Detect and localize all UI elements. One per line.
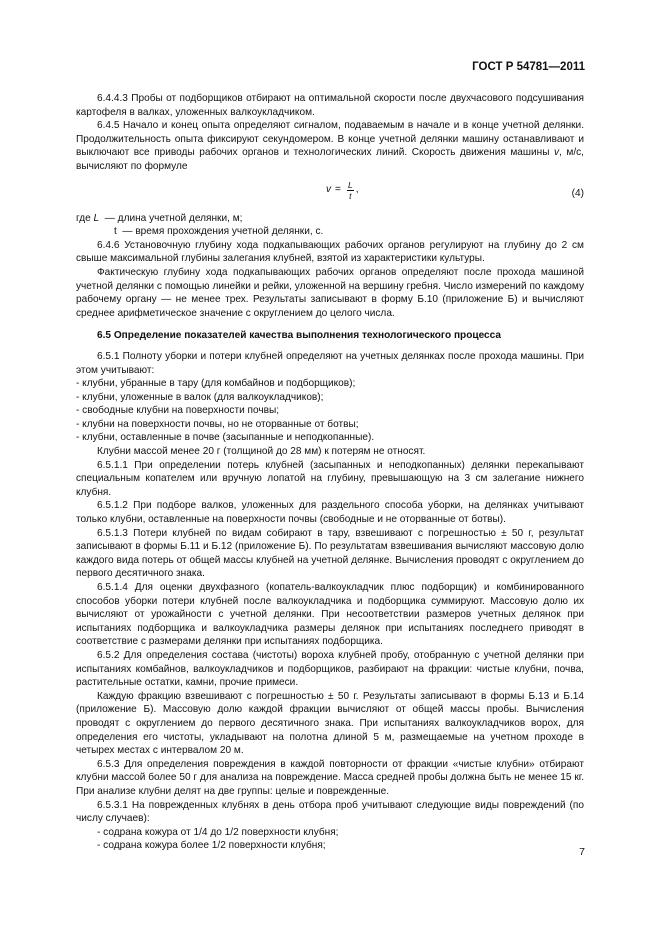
section-6-5-title: 6.5 Определение показателей качества выполнения технологического процесса xyxy=(97,330,502,342)
where-L-description: — длина учетной делянки, м; xyxy=(104,212,243,224)
list-item: - клубни, уложенные в валок (для валкоукладчиков); xyxy=(76,391,324,403)
formula-denominator: t xyxy=(349,190,352,201)
paragraph-6-4-5 xyxy=(76,119,584,173)
standard-header: ГОСТ Р 54781—2011 xyxy=(472,61,585,73)
list-item: - клубни, убранные в тару (для комбайнов и подборщиков); xyxy=(76,378,356,390)
list-item: - клубни, оставленные в почве (засыпанные и неподкопанные). xyxy=(76,432,375,444)
damage-types-list xyxy=(76,826,584,853)
where-t-description: — время прохождения учетной делянки, с. xyxy=(122,226,324,238)
paragraph-6-5-1-1: 6.5.1.1 При определении потерь клубней (засыпанных и неподкопанных) делянки перекапывают специальным копателем или вручную лопатой на глубину, превышающую на 3 см залегание нижнего клубня. xyxy=(76,459,584,498)
where-prefix: где xyxy=(76,212,91,224)
paragraph-6-4-6-depth: Фактическую глубину хода подкапывающих рабочих органов определяют после прохода машиной учетной делянки с помощью линейки и рейки, уложенной на вершину гребня. Число измерений по каждому рабочему органу — не менее трех. Результаты записывают в форму Б.10 (приложение Б) и вычисляют среднее арифметическое значение с округлением до целого числа. xyxy=(76,266,584,319)
formula-equals: = xyxy=(335,184,341,196)
paragraph-6-4-4-3: 6.4.4.3 Пробы от подборщиков отбирают на оптимальной скорости после двухчасового подсушивания картофеля в валках, уложенных валкоукладчиком. xyxy=(76,93,584,118)
paragraph-6-5-3: 6.5.3 Для определения повреждения в каждой повторности от фракции «чистые клубни» отбирают клубни массой более 50 г для анализа на повреждение. Масса средней пробы должна быть не менее 15 кг. При анализе клубни делят на две группы: целые и поврежденные. xyxy=(76,758,584,797)
formula-expression xyxy=(326,180,359,201)
where-t-symbol: t xyxy=(114,226,117,238)
paragraph-6-5-1-2: 6.5.1.2 При подборе валков, уложенных для раздельного способа уборки, на делянках учитывают только клубни, оставленные на поверхности почвы (свободные и не оторванные от ботвы). xyxy=(76,500,584,526)
formula-numerator: L xyxy=(347,179,353,190)
paragraph-6-4-6: 6.4.6 Установочную глубину хода подкапывающих рабочих органов регулируют на глубину до 2 см свыше максимальной глубины залегания клубней, взятой из характеристики культуры. xyxy=(76,239,584,265)
formula-4 xyxy=(76,178,584,212)
paragraph-6-5-2-weighing: Каждую фракцию взвешивают с погрешностью ± 50 г. Результаты записывают в формы Б.13 и Б.14 (приложение Б). Массовую долю каждой фракции вычисляют от общей массы пробы. Вычисления проводят с округлением до первого десятичного знака. При испытаниях валкоукладчиков ворох, для определения его чистоты, укладывают на полотна длиной 5 м, размещаемые на учетном проходе в четырех местах с интервалом 20 м. xyxy=(76,690,584,757)
paragraph-6-4-5-text: 6.4.5 Начало и конец опыта определяют сигналом, подаваемым в начале и в конце учетной делянки. Продолжительность опыта фиксируют секундомером. В конце учетной делянки машину останавливают и выключают все приводы рабочих органов и технологических линий. Скорость движения машины xyxy=(76,120,584,159)
list-item: - свободные клубни на поверхности почвы; xyxy=(76,405,280,417)
paragraph-6-5-1-note: Клубни массой менее 20 г (толщиной до 28 мм) к потерям не относят. xyxy=(97,446,426,458)
formula-lhs: v xyxy=(326,184,332,196)
paragraph-6-5-2: 6.5.2 Для определения состава (чистоты) вороха клубней пробу, отобранную с учетной делянки при испытаниях комбайнов, валкоукладчиков и подборщиков, разбирают на фракции: чистые клубни, почва, растительные остатки, камни, прочие примеси. xyxy=(76,649,584,689)
paragraph-6-5-1: 6.5.1 Полноту уборки и потери клубней определяют на учетных делянках после прохода машины. При этом учитывают: xyxy=(76,350,584,376)
list-item: - клубни на поверхности почвы, но не оторванные от ботвы; xyxy=(76,418,359,430)
paragraph-6-5-1-3: 6.5.1.3 Потери клубней по видам собирают в тару, взвешивают с погрешностью ± 50 г, результат записывают в формы Б.11 и Б.12 (приложение Б). По результатам взвешивания вычисляют массовую долю каждого вида потерь от общей массы клубней на учетной делянке. Вычисления проводят с округлением до первого десятичного знака. xyxy=(76,527,584,580)
paragraph-6-5-1-4: 6.5.1.4 Для оценки двухфазного (копатель-валкоукладчик плюс подборщик) и комбинированного способов уборки потери клубней после валкоукладчика и подборщика суммируют. Массовую долю их вычисляют от урожайности с учетной делянки. При несоответствии размеров учетных делянок при испытаниях подборщика и валкоукладчика размеры делянок при испытаниях последнего приводят в соответствие с размерами делянки при испытаниях подборщика. xyxy=(76,582,584,648)
where-t xyxy=(76,225,584,239)
velocity-variable: v xyxy=(554,147,560,159)
paragraph-6-5-3-1: 6.5.3.1 На поврежденных клубнях в день отбора проб учитывают следующие виды повреждений (по числу случаев): xyxy=(76,799,584,825)
formula-number: (4) xyxy=(571,187,584,199)
list-item: - содрана кожура от 1/4 до 1/2 поверхности клубня; xyxy=(97,826,339,838)
document-body xyxy=(76,92,584,853)
where-L xyxy=(76,212,584,226)
list-item: - содрана кожура более 1/2 поверхности клубня; xyxy=(97,840,326,852)
formula-fraction xyxy=(347,180,354,201)
where-L-symbol: L xyxy=(93,212,100,224)
formula-comma: , xyxy=(355,184,359,196)
page-number: 7 xyxy=(579,846,585,858)
paragraph-6-4-5-tail: , м/с, вычисляют по формуле xyxy=(76,147,584,172)
accounted-tubers-list xyxy=(76,377,584,445)
